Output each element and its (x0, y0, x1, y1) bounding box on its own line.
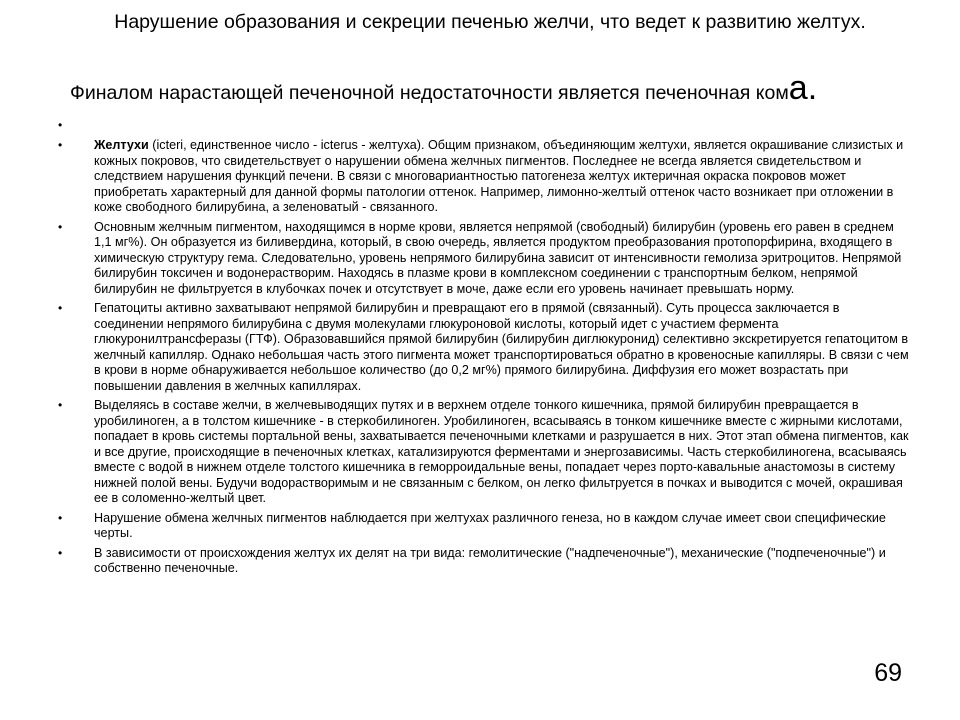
bullet-list (50, 118, 910, 581)
bullet-text: Основным желчным пигментом, находящимся в норме крови, является непрямой (свободный) билирубин (уровень его равен в среднем 1,1 мг%). Он образуется из биливердина, который, в свою очередь, является продуктом преобразования протопорфирина, входящего в химическую структуру гема. Следовательно, уровень непрямого билирубина зависит от интенсивности гемолиза эритроцитов. Непрямой билирубин токсичен и водонерастворим. Находясь в плазме крови в комплексном соединении с транспортным белком, непрямой билирубин не фильтруется в клубочках почек и отсутствует в моче, даже если его уровень начинает превышать норму. (94, 219, 902, 296)
bullet-lead-text: Желтухи (94, 138, 149, 152)
title-bold-text: Нарушение образования и секреции печенью желчи (114, 11, 590, 33)
subtitle-tail-text: а. (788, 69, 818, 107)
title-rest-text: , что ведет к развитию желтух. (589, 11, 866, 33)
slide-subtitle (70, 69, 890, 107)
bullet-text: Гепатоциты активно захватывают непрямой билирубин и превращают его в прямой (связанный). Суть процесса заключается в соединении непрямого билирубина с двумя молекулами глюкуроновой кислоты, который идет с участием фермента глюкуронилтрансферазы (ГТФ). Образовавшийся прямой билирубин (билирубин диглюкуронид) селективно экскретируется гепатоцитом в желчный капилляр. Однако небольшая часть этого пигмента может транспортироваться обратно в кровеносные капилляры. В связи с чем в крови в норме обнаруживается небольшое количество (до 0,2 мг%) прямого билирубина. Диффузия его может возрастать при повышении давления в желчных капиллярах. (94, 301, 909, 393)
subtitle-main-text: Финалом нарастающей печеночной недостаточности является печеночная ком (70, 82, 789, 104)
bullet-item (50, 511, 910, 542)
bullet-item (50, 398, 910, 507)
slide-title (70, 10, 910, 35)
bullet-dot-icon: • (58, 301, 63, 315)
bullet-dot-icon: • (58, 545, 63, 560)
bullet-dot-icon: • (58, 138, 63, 152)
page-number: 69 (874, 659, 902, 687)
bullet-text: (icteri, единственное число - icterus - желтуха). Общим признаком, объединяющим желтухи, является окрашивание слизистых и кожных покровов, что свидетельствует о нарушении обмена желчных пигментов. Последнее не всегда является свидетельством и следствием нарушения функций печени. В связи с многовариантностью патогенеза желтух иктеричная окраска покровов может приобретать характерный для данной формы патологии оттенок. Например, лимонно-желтый оттенок часто возникает при отложении в коже свободного билирубина, а зеленоватый - связанного. (94, 138, 904, 214)
bullet-dot-icon: • (58, 118, 63, 132)
bullet-text: В зависимости от происхождения желтух их делят на три вида: гемолитические ("надпеченочные"), механические ("подпеченочные") и собственно печеночные. (94, 545, 886, 575)
bullet-dot-icon: • (58, 219, 63, 234)
bullet-item (50, 118, 910, 138)
bullet-item (50, 220, 910, 298)
bullet-item (50, 138, 910, 216)
bullet-dot-icon: • (58, 398, 63, 412)
bullet-item (50, 546, 910, 577)
bullet-dot-icon: • (58, 510, 63, 525)
bullet-item (50, 301, 910, 394)
bullet-text: Выделяясь в составе желчи, в желчевыводящих путях и в верхнем отделе тонкого кишечника, прямой билирубин превращается в уробилиноген, а в толстом кишечнике - в стеркобилиноген. Уробилиноген, всасываясь в тонком кишечнике вместе с жирными кислотами, попадает в кровь системы портальной вены, захватывается печеночными клетками и разрушается в них. Этот этап обмена пигментов, как и все другие, происходящие в печеночных клетках, катализируются ферментами и энергозависимы. Часть стеркобилиногена, всасываясь вместе с водой в нижнем отделе толстого кишечника в геморроидальные вены, попадает через порто-кавальные анастомозы в систему нижней полой вены. Будучи водорастворимым и не связанным с белком, он легко фильтруется в почках и выводится с мочей, окрашивая ее в соломенно-желтый цвет. (94, 398, 909, 505)
bullet-text: Нарушение обмена желчных пигментов наблюдается при желтухах различного генеза, но в каждом случае имеет свои специфические черты. (94, 510, 886, 540)
